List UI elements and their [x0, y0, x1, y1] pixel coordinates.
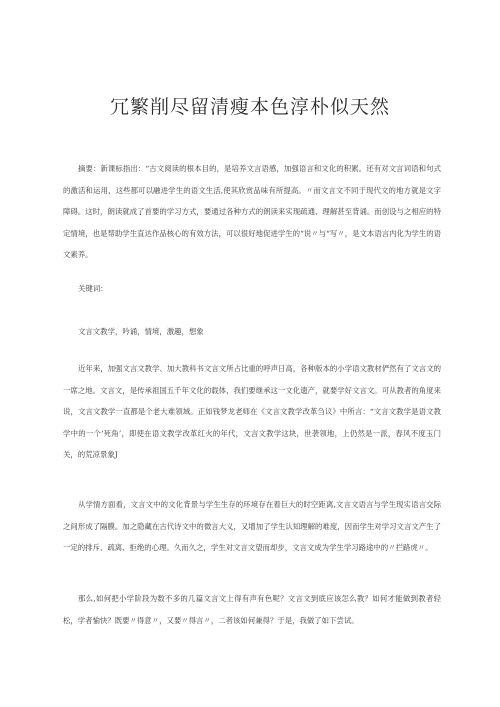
document-title: 冗繁削尽留清瘦本色淳朴似天然	[109, 96, 390, 118]
body-paragraph-2: 从学情方面看，文言文中的文化背景与学生生存的环境存在着巨大的时空距离,文言文语言与学生现实语言交际之间形成了隔膜。加之隐藏在古代诗文中的微言大义，又增加了学生认知理解的难度，因而学生对学习文言文产生了一定的排斥、疏离、拒绝的心理。久而久之，学生对文言文望而却步，文言文成为学生学习路途中的〃拦路虎〃。	[63, 500, 441, 552]
body-paragraph-3: 那么,如何把小学阶段为数不多的几篇文言文上得有声有色呢？文言文到底应该怎么教？如何才能做到教者轻松，学者愉快？既要〃得意〃，又要〃得言〃，二者该如何兼得？于是，我做了如下尝试。	[63, 594, 441, 625]
keywords-list: 文言文教学，吟诵，情境，激趣，想象	[78, 327, 204, 336]
body-paragraph-1: 近年来，加强文言文教学、加大教科书文言文所占比重的呼声日高，各种版本的小学语文教材俨然有了文言文的一席之地。文言文，是传承祖国五千年文化的载体，我们要继承这一文化遗产，就要学好文言文。可从教者的角度来说，文言文教学一直都是个老大难领域。正如钱梦龙老师在《文言文教学改革刍议》中所言：“文言文教学是语文教学中的一个‘死角’，即使在语文教学改革红火的年代，文言文教学这块，世袭领地，上仍然是一派，春风不度玉门关，的荒凉景象J	[63, 364, 441, 459]
keywords-label: 关键词：	[78, 284, 108, 293]
abstract-paragraph: 摘要：新课标指出：“古文阅读的根本目的，是培养文言语感，加强语言和文化的积累。还有对文言词语和句式的激活和运用，这些都可以融进学生的语文生活,使其欣赏品味有所提高。〃而文言文不同于现代文的地方就是文字障碍。这时，朗读就成了首要的学习方式，要通过各种方式的朗读来实现疏通、理解甚至背诵。而创设与之相应的特定情境，也是帮助学生直达作品核心的有效方法，可以很好地促进学生的“说〃与“写〃，是文本语言内化为学生的语文素养。	[63, 164, 441, 259]
